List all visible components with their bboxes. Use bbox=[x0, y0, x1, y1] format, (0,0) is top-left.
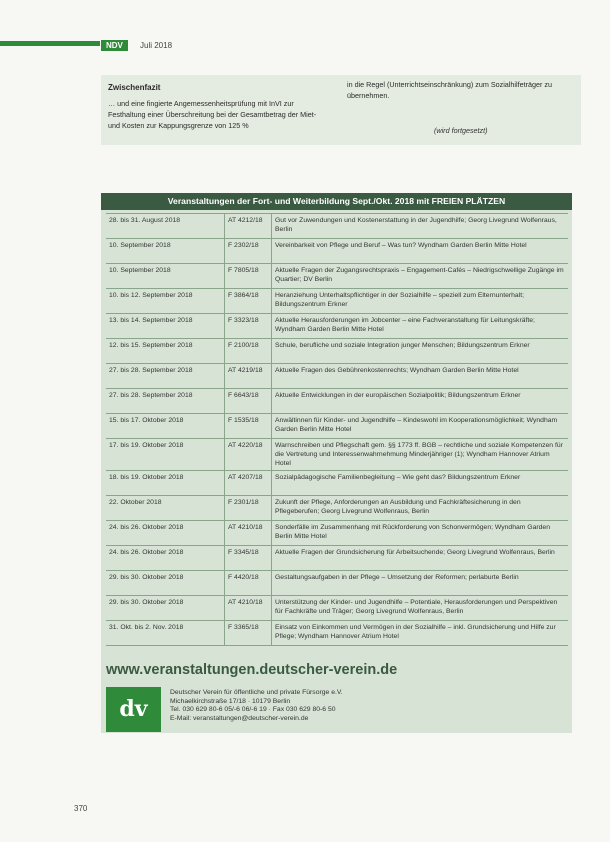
event-row bbox=[106, 289, 568, 314]
event-code: F 3864/18 bbox=[225, 289, 272, 314]
event-row bbox=[106, 364, 568, 389]
event-date: 12. bis 15. September 2018 bbox=[106, 339, 225, 364]
event-date: 27. bis 28. September 2018 bbox=[106, 389, 225, 414]
section-heading: Zwischenfazit bbox=[108, 83, 161, 92]
event-description: Gestaltungsaufgaben in der Pflege – Umsetzung der Reformen; perlaburte Berlin bbox=[272, 571, 569, 596]
event-date: 24. bis 26. Oktober 2018 bbox=[106, 521, 225, 546]
event-date: 18. bis 19. Oktober 2018 bbox=[106, 471, 225, 496]
event-row bbox=[106, 239, 568, 264]
event-row bbox=[106, 214, 568, 239]
event-description: Aktuelle Fragen der Zugangsrechtspraxis – Engagement-Cafés – Niedrigschwellige Zugänge im Quartier; DV Berlin bbox=[272, 264, 569, 289]
event-date: 27. bis 28. September 2018 bbox=[106, 364, 225, 389]
event-description: Heranziehung Unterhaltspflichtiger in der Sozialhilfe – speziell zum Elternunterhalt; Bildungszentrum Erkner bbox=[272, 289, 569, 314]
continued-note: (wird fortgesetzt) bbox=[434, 126, 488, 135]
event-row bbox=[106, 264, 568, 289]
journal-badge: NDV bbox=[101, 40, 128, 51]
event-date: 24. bis 26. Oktober 2018 bbox=[106, 546, 225, 571]
intro-text-left: … und eine fingierte Angemessenheitsprüfung mit InVI zur Festhaltung einer Überschreitung bei der Gesamtbetrag der Miet- und Kosten zur Kappungsgrenze von 125 % bbox=[108, 99, 317, 130]
header-rule bbox=[0, 41, 100, 46]
event-code: F 4420/18 bbox=[225, 571, 272, 596]
event-description: Aktuelle Herausforderungen im Jobcenter – eine Fachveranstaltung für Leitungskräfte; Wyndham Garden Berlin Mitte Hotel bbox=[272, 314, 569, 339]
events-title: Veranstaltungen der Fort- und Weiterbildung Sept./Okt. 2018 mit FREIEN PLÄTZEN bbox=[101, 193, 572, 210]
event-code: F 3345/18 bbox=[225, 546, 272, 571]
event-row bbox=[106, 596, 568, 621]
event-row bbox=[106, 314, 568, 339]
event-date: 17. bis 19. Oktober 2018 bbox=[106, 439, 225, 471]
event-code: AT 4210/18 bbox=[225, 596, 272, 621]
event-description: Einsatz von Einkommen und Vermögen in der Sozialhilfe – inkl. Grundsicherung und Hilfe zur Pflege; Wyndham Hannover Atrium Hotel bbox=[272, 621, 569, 646]
event-date: 29. bis 30. Oktober 2018 bbox=[106, 596, 225, 621]
events-table bbox=[106, 213, 568, 646]
intro-text-right: in die Regel (Unterrichtseinschränkung) zum Sozialhilfeträger zu übernehmen. bbox=[347, 80, 552, 100]
event-date: 10. bis 12. September 2018 bbox=[106, 289, 225, 314]
event-date: 22. Oktober 2018 bbox=[106, 496, 225, 521]
event-row bbox=[106, 621, 568, 646]
contact-address bbox=[170, 689, 343, 723]
event-description: Anwältinnen für Kinder- und Jugendhilfe – Kindeswohl im Kooperationsmöglichkeit; Wyndham Garden Berlin Mitte Hotel bbox=[272, 414, 569, 439]
event-code: AT 4220/18 bbox=[225, 439, 272, 471]
events-box bbox=[101, 193, 572, 733]
event-description: Zukunft der Pflege, Anforderungen an Ausbildung und Fachkräftesicherung in den Pflegeberufen; Georg Livegrund Wolfenraus, Berlin bbox=[272, 496, 569, 521]
event-description: Gut vor Zuwendungen und Kostenerstattung in der Jugendhilfe; Georg Livegrund Wolfenraus, Berlin bbox=[272, 214, 569, 239]
page-number: 370 bbox=[74, 804, 88, 813]
event-code: AT 4210/18 bbox=[225, 521, 272, 546]
event-row bbox=[106, 521, 568, 546]
event-code: F 1535/18 bbox=[225, 414, 272, 439]
event-description: Unterstützung der Kinder- und Jugendhilfe – Potentiale, Herausforderungen und Perspektiven für Fachkräfte und Träger; Georg Livegrund Wolfenraus, Berlin bbox=[272, 596, 569, 621]
event-description: Vereinbarkeit von Pflege und Beruf – Was tun? Wyndham Garden Berlin Mitte Hotel bbox=[272, 239, 569, 264]
event-row bbox=[106, 339, 568, 364]
event-code: AT 4219/18 bbox=[225, 364, 272, 389]
event-description: Warnschreiben und Pflegschaft gem. §§ 1773 ff. BGB – rechtliche und soziale Kompetenzen für die Vertretung und Interessenwahrnehmung Minderjähriger (1); Wyndham Hannover Atrium Hotel bbox=[272, 439, 569, 471]
event-description: Aktuelle Fragen der Grundsicherung für Arbeitsuchende; Georg Livegrund Wolfenraus, Berlin bbox=[272, 546, 569, 571]
event-code: F 2301/18 bbox=[225, 496, 272, 521]
event-date: 10. September 2018 bbox=[106, 239, 225, 264]
dv-logo: dv bbox=[106, 687, 161, 732]
address-line: Michaelkirchstraße 17/18 · 10179 Berlin bbox=[170, 697, 291, 705]
intro-section bbox=[101, 75, 581, 145]
event-row bbox=[106, 389, 568, 414]
event-row bbox=[106, 414, 568, 439]
event-description: Aktuelle Fragen des Gebührenkostenrechts; Wyndham Garden Berlin Mitte Hotel bbox=[272, 364, 569, 389]
event-description: Sonderfälle im Zusammenhang mit Rückforderung von Schonvermögen; Wyndham Garden Berlin Mitte Hotel bbox=[272, 521, 569, 546]
event-row bbox=[106, 496, 568, 521]
event-date: 28. bis 31. August 2018 bbox=[106, 214, 225, 239]
event-code: F 7805/18 bbox=[225, 264, 272, 289]
event-code: F 3323/18 bbox=[225, 314, 272, 339]
event-code: AT 4207/18 bbox=[225, 471, 272, 496]
event-row bbox=[106, 471, 568, 496]
event-code: F 3365/18 bbox=[225, 621, 272, 646]
event-description: Sozialpädagogische Familienbegleitung – Wie geht das? Bildungszentrum Erkner bbox=[272, 471, 569, 496]
address-email[interactable]: E-Mail: veranstaltungen@deutscher-verein.de bbox=[170, 714, 309, 722]
event-date: 15. bis 17. Oktober 2018 bbox=[106, 414, 225, 439]
event-row bbox=[106, 439, 568, 471]
intro-column-left bbox=[108, 82, 330, 131]
event-date: 13. bis 14. September 2018 bbox=[106, 314, 225, 339]
event-code: AT 4212/18 bbox=[225, 214, 272, 239]
event-code: F 2100/18 bbox=[225, 339, 272, 364]
event-date: 10. September 2018 bbox=[106, 264, 225, 289]
event-date: 29. bis 30. Oktober 2018 bbox=[106, 571, 225, 596]
event-description: Schule, berufliche und soziale Integration junger Menschen; Bildungszentrum Erkner bbox=[272, 339, 569, 364]
events-url-link[interactable]: www.veranstaltungen.deutscher-verein.de bbox=[106, 662, 398, 678]
address-line: Deutscher Verein für öffentliche und private Fürsorge e.V. bbox=[170, 689, 343, 696]
event-description: Aktuelle Entwicklungen in der europäischen Sozialpolitik; Bildungszentrum Erkner bbox=[272, 389, 569, 414]
event-row bbox=[106, 571, 568, 596]
event-code: F 2302/18 bbox=[225, 239, 272, 264]
issue-date: Juli 2018 bbox=[140, 41, 173, 50]
address-line: Tel. 030 629 80-6 05/-6 06/-6 19 · Fax 030 629 80-6 50 bbox=[170, 706, 336, 713]
event-row bbox=[106, 546, 568, 571]
event-code: F 6643/18 bbox=[225, 389, 272, 414]
event-date: 31. Okt. bis 2. Nov. 2018 bbox=[106, 621, 225, 646]
